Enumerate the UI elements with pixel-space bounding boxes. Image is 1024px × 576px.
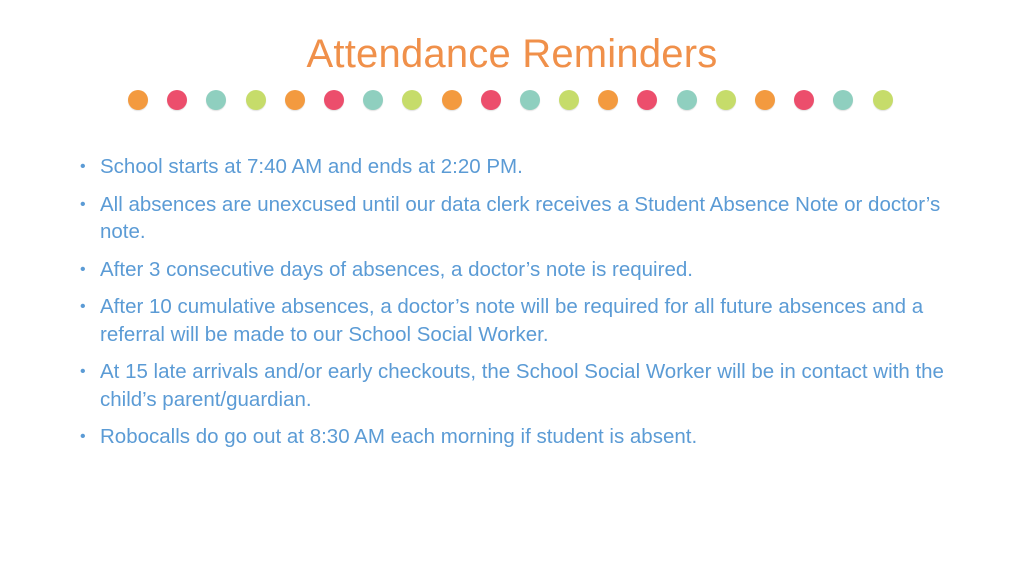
decorative-dot: [246, 90, 266, 110]
decorative-dot: [128, 90, 148, 110]
bullet-icon: •: [80, 195, 86, 213]
decorative-dot: [167, 90, 187, 110]
bullet-item: [80, 293, 990, 348]
decorative-dot: [324, 90, 344, 110]
decorative-dot: [873, 90, 893, 110]
decorative-dot-row: [128, 90, 893, 110]
decorative-dot: [481, 90, 501, 110]
decorative-dot: [637, 90, 657, 110]
bullet-item: [80, 423, 990, 451]
bullet-text: After 3 consecutive days of absences, a doctor’s note is required.: [100, 257, 693, 281]
bullet-text: School starts at 7:40 AM and ends at 2:20 PM.: [100, 155, 523, 178]
bullet-item: [80, 256, 990, 284]
bullet-item: [80, 153, 990, 181]
decorative-dot: [520, 90, 540, 110]
bullet-text: After 10 cumulative absences, a doctor’s note will be required for all future absences and a referral will be made to our School Social Worker.: [100, 295, 924, 346]
decorative-dot: [442, 90, 462, 110]
decorative-dot: [402, 90, 422, 110]
decorative-dot: [285, 90, 305, 110]
bullet-icon: •: [80, 363, 86, 380]
decorative-dot: [363, 90, 383, 110]
decorative-dot: [598, 90, 618, 110]
bullet-list: [80, 153, 990, 461]
bullet-text: Robocalls do go out at 8:30 AM each morning if student is absent.: [100, 425, 698, 448]
decorative-dot: [794, 90, 814, 110]
decorative-dot: [559, 90, 579, 110]
decorative-dot: [755, 90, 775, 110]
decorative-dot: [833, 90, 853, 110]
decorative-dot: [716, 90, 736, 110]
bullet-text: At 15 late arrivals and/or early checkouts, the School Social Worker will be in contact with the child’s parent/guardian.: [100, 360, 944, 411]
slide-title: Attendance Reminders: [306, 32, 718, 76]
bullet-item: [80, 358, 990, 413]
bullet-text: All absences are unexcused until our data clerk receives a Student Absence Note or doctor’s note.: [100, 192, 941, 243]
bullet-icon: •: [80, 428, 86, 445]
decorative-dot: [677, 90, 697, 110]
bullet-icon: •: [80, 298, 86, 315]
bullet-icon: •: [80, 260, 86, 278]
bullet-icon: •: [80, 158, 86, 175]
bullet-item: [80, 191, 990, 246]
decorative-dot: [206, 90, 226, 110]
